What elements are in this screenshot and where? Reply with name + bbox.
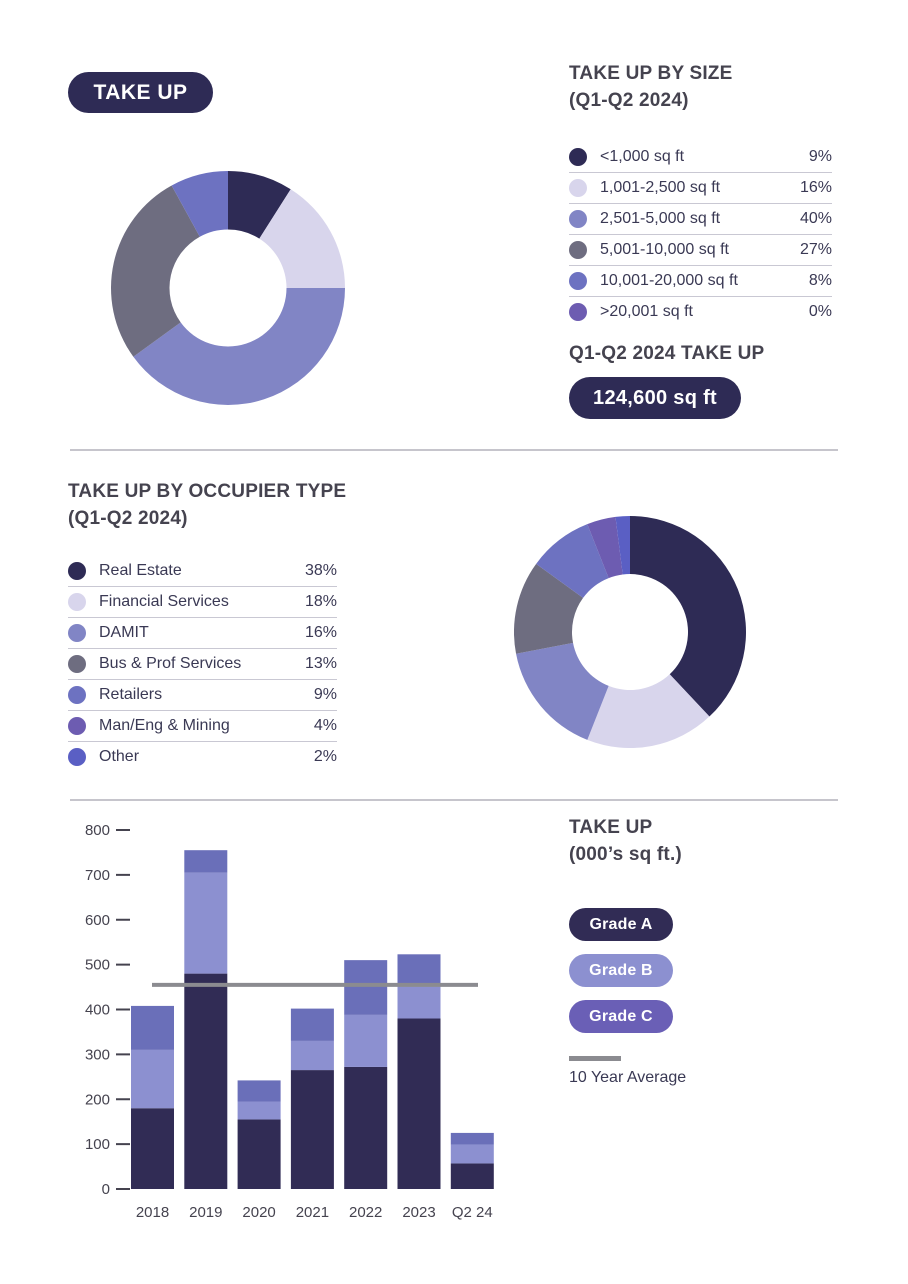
legend-row bbox=[569, 266, 832, 297]
legend-row bbox=[569, 235, 832, 266]
legend-label: Man/Eng & Mining bbox=[99, 717, 230, 734]
legend-label: DAMIT bbox=[99, 624, 149, 641]
bar-segment bbox=[291, 1009, 334, 1041]
bar-segment bbox=[238, 1101, 281, 1119]
x-axis-category-label: 2018 bbox=[135, 1204, 170, 1221]
legend-swatch-icon bbox=[569, 148, 587, 166]
legend-value: 16% bbox=[799, 179, 832, 196]
bar-segment bbox=[344, 1067, 387, 1189]
legend-value: 27% bbox=[799, 241, 832, 258]
legend-row bbox=[68, 587, 337, 618]
total-take-up-heading: Q1-Q2 2024 TAKE UP bbox=[569, 343, 765, 364]
legend-swatch-icon bbox=[68, 624, 86, 642]
legend-row bbox=[68, 618, 337, 649]
legend-swatch-icon bbox=[68, 593, 86, 611]
legend-swatch-icon bbox=[569, 179, 587, 197]
donut-slice bbox=[630, 516, 746, 717]
legend-value: 40% bbox=[799, 210, 832, 227]
bar-segment bbox=[344, 960, 387, 1015]
size-legend bbox=[569, 142, 832, 327]
legend-value: 8% bbox=[808, 272, 832, 289]
legend-label: <1,000 sq ft bbox=[600, 148, 685, 165]
y-axis-tick-label: 200 bbox=[84, 1091, 110, 1109]
legend-value: 16% bbox=[304, 624, 337, 641]
occupier-section-title: TAKE UP BY OCCUPIER TYPE bbox=[68, 481, 347, 502]
x-axis-category-label: 2019 bbox=[189, 1204, 223, 1221]
legend-swatch-icon bbox=[68, 655, 86, 673]
legend-value: 9% bbox=[313, 686, 337, 703]
x-axis-category-label: 2022 bbox=[349, 1204, 383, 1221]
bar-segment bbox=[131, 1006, 174, 1050]
legend-label: Real Estate bbox=[99, 562, 182, 579]
x-axis-category-label: 2023 bbox=[402, 1204, 436, 1221]
bar-segment bbox=[291, 1070, 334, 1189]
legend-row bbox=[68, 711, 337, 742]
legend-value: 18% bbox=[304, 593, 337, 610]
bar-segment bbox=[131, 1108, 174, 1189]
legend-label: Financial Services bbox=[99, 593, 229, 610]
grade-c-pill: Grade C bbox=[569, 1000, 673, 1033]
legend-value: 0% bbox=[808, 303, 832, 320]
legend-value: 38% bbox=[304, 562, 337, 579]
bar-section-heading bbox=[569, 814, 859, 868]
bar-segment bbox=[184, 873, 227, 974]
bar-segment bbox=[451, 1163, 494, 1189]
x-axis-category-label: Q2 24 bbox=[451, 1204, 493, 1221]
legend-row bbox=[569, 142, 832, 173]
y-axis-tick-label: 500 bbox=[84, 956, 110, 974]
legend-row bbox=[68, 649, 337, 680]
occupier-donut-chart bbox=[514, 516, 746, 748]
size-section-heading bbox=[569, 60, 859, 114]
legend-value: 4% bbox=[313, 717, 337, 734]
total-take-up-value-pill: 124,600 sq ft bbox=[569, 377, 741, 419]
y-axis-tick-label: 400 bbox=[84, 1001, 110, 1019]
bar-section-subtitle: (000’s sq ft.) bbox=[569, 844, 682, 865]
bar-segment bbox=[451, 1145, 494, 1164]
bar-segment bbox=[238, 1119, 281, 1189]
legend-swatch-icon bbox=[569, 303, 587, 321]
legend-row bbox=[569, 173, 832, 204]
average-line-swatch-icon bbox=[569, 1056, 621, 1061]
legend-swatch-icon bbox=[68, 717, 86, 735]
size-section-subtitle: (Q1-Q2 2024) bbox=[569, 90, 689, 111]
legend-label: Other bbox=[99, 748, 140, 765]
legend-label: Retailers bbox=[99, 686, 163, 703]
bar-segment bbox=[184, 974, 227, 1189]
bar-segment bbox=[398, 987, 441, 1019]
bar-segment bbox=[398, 954, 441, 986]
legend-value: 2% bbox=[313, 748, 337, 765]
x-axis-category-label: 2021 bbox=[295, 1204, 330, 1221]
legend-row bbox=[68, 680, 337, 711]
bar-segment bbox=[344, 1015, 387, 1067]
bar-segment bbox=[291, 1041, 334, 1070]
y-axis-tick-label: 600 bbox=[84, 911, 110, 929]
legend-label: 1,001-2,500 sq ft bbox=[600, 179, 721, 196]
bar-section-title: TAKE UP bbox=[569, 817, 653, 838]
y-axis-tick-label: 800 bbox=[84, 822, 110, 839]
y-axis-tick-label: 700 bbox=[84, 866, 110, 884]
legend-swatch-icon bbox=[569, 210, 587, 228]
bar-segment bbox=[451, 1133, 494, 1145]
size-section-title: TAKE UP BY SIZE bbox=[569, 63, 733, 84]
occupier-section-heading bbox=[68, 478, 388, 532]
legend-swatch-icon bbox=[569, 241, 587, 259]
legend-swatch-icon bbox=[569, 272, 587, 290]
legend-label: 2,501-5,000 sq ft bbox=[600, 210, 721, 227]
legend-value: 9% bbox=[808, 148, 832, 165]
bar-segment bbox=[398, 1018, 441, 1189]
legend-row bbox=[569, 297, 832, 327]
y-axis-tick-label: 100 bbox=[84, 1136, 110, 1154]
legend-label: 10,001-20,000 sq ft bbox=[600, 272, 738, 289]
legend-swatch-icon bbox=[68, 748, 86, 766]
legend-swatch-icon bbox=[68, 562, 86, 580]
y-axis-tick-label: 300 bbox=[84, 1046, 110, 1064]
legend-label: 5,001-10,000 sq ft bbox=[600, 241, 729, 258]
legend-swatch-icon bbox=[68, 686, 86, 704]
average-line-label: 10 Year Average bbox=[569, 1069, 687, 1086]
bar-segment bbox=[184, 850, 227, 872]
size-donut-chart bbox=[111, 171, 345, 405]
legend-row bbox=[68, 742, 337, 772]
legend-row bbox=[68, 556, 337, 587]
take-up-bar-chart bbox=[60, 810, 520, 1240]
grade-b-pill: Grade B bbox=[569, 954, 673, 987]
legend-label: >20,001 sq ft bbox=[600, 303, 693, 320]
occupier-section-subtitle: (Q1-Q2 2024) bbox=[68, 508, 188, 529]
grade-a-pill: Grade A bbox=[569, 908, 673, 941]
bar-segment bbox=[238, 1080, 281, 1101]
legend-row bbox=[569, 204, 832, 235]
y-axis-tick-label: 0 bbox=[101, 1181, 110, 1198]
x-axis-category-label: 2020 bbox=[242, 1204, 276, 1221]
bar-segment bbox=[131, 1050, 174, 1108]
take-up-badge: TAKE UP bbox=[68, 72, 213, 113]
divider bbox=[70, 799, 838, 801]
divider bbox=[70, 449, 838, 451]
legend-label: Bus & Prof Services bbox=[99, 655, 242, 672]
occupier-legend bbox=[68, 556, 337, 772]
legend-value: 13% bbox=[304, 655, 337, 672]
